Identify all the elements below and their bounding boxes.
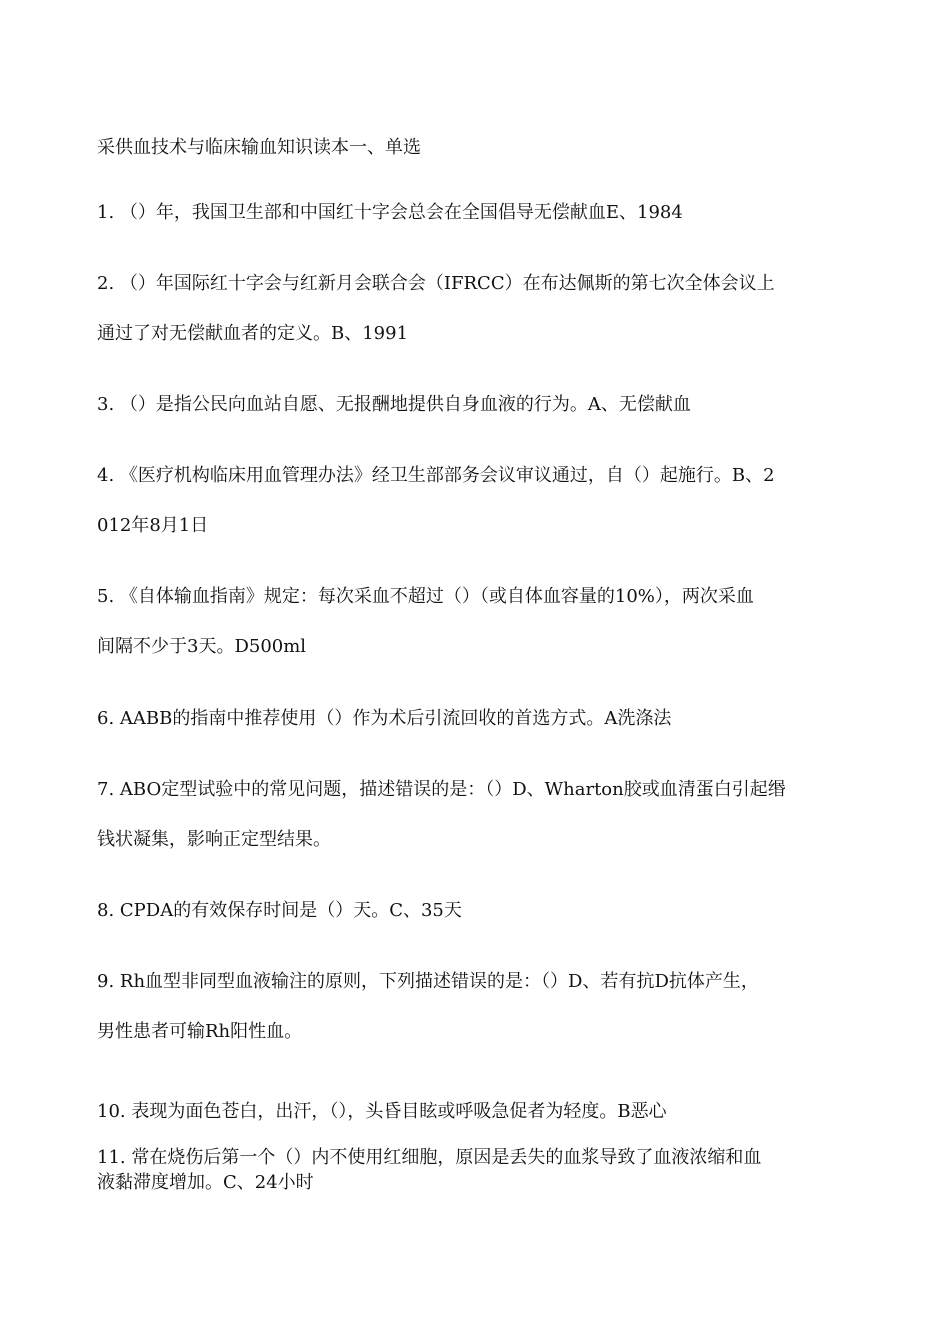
question-6-line-1: 6. AABB的指南中推荐使用（）作为术后引流回收的首选方式。A洗涤法 [97,708,672,729]
question-2-line-1: 2. （）年国际红十字会与红新月会联合会（IFRCC）在布达佩斯的第七次全体会议上 [97,273,775,294]
question-3-line-1: 3. （）是指公民向血站自愿、无报酬地提供自身血液的行为。A、无偿献血 [97,394,691,415]
question-8-line-1: 8. CPDA的有效保存时间是（）天。C、35天 [97,900,462,921]
question-5-line-2: 间隔不少于3天。D500ml [97,636,307,657]
question-4-line-1: 4. 《医疗机构临床用血管理办法》经卫生部部务会议审议通过，自（）起施行。B、2 [97,465,775,486]
question-10-line-1: 10. 表现为面色苍白，出汗，（），头昏目眩或呼吸急促者为轻度。B恶心 [97,1101,667,1122]
question-11-line-1: 11. 常在烧伤后第一个（）内不使用红细胞，原因是丢失的血浆导致了血液浓缩和血 [97,1147,762,1168]
question-7-line-1: 7. ABO定型试验中的常见问题，描述错误的是：（）D、Wharton胶或血清蛋白引起缗 [97,779,786,800]
question-5-line-1: 5. 《自体输血指南》规定：每次采血不超过（）（或自体血容量的10%），两次采血 [97,586,754,607]
question-1-line-1: 1. （）年，我国卫生部和中国红十字会总会在全国倡导无偿献血E、1984 [97,202,683,223]
document-title: 采供血技术与临床输血知识读本一、单选 [97,137,421,158]
question-2-line-2: 通过了对无偿献血者的定义。B、1991 [97,323,409,344]
question-9-line-2: 男性患者可输Rh阳性血。 [97,1021,303,1042]
question-11-line-2: 液黏滞度增加。C、24小时 [97,1172,314,1193]
question-4-line-2: 012年8月1日 [97,515,209,536]
question-9-line-1: 9. Rh血型非同型血液输注的原则，下列描述错误的是：（）D、若有抗D抗体产生， [97,971,759,992]
question-7-line-2: 钱状凝集，影响正定型结果。 [97,829,331,850]
